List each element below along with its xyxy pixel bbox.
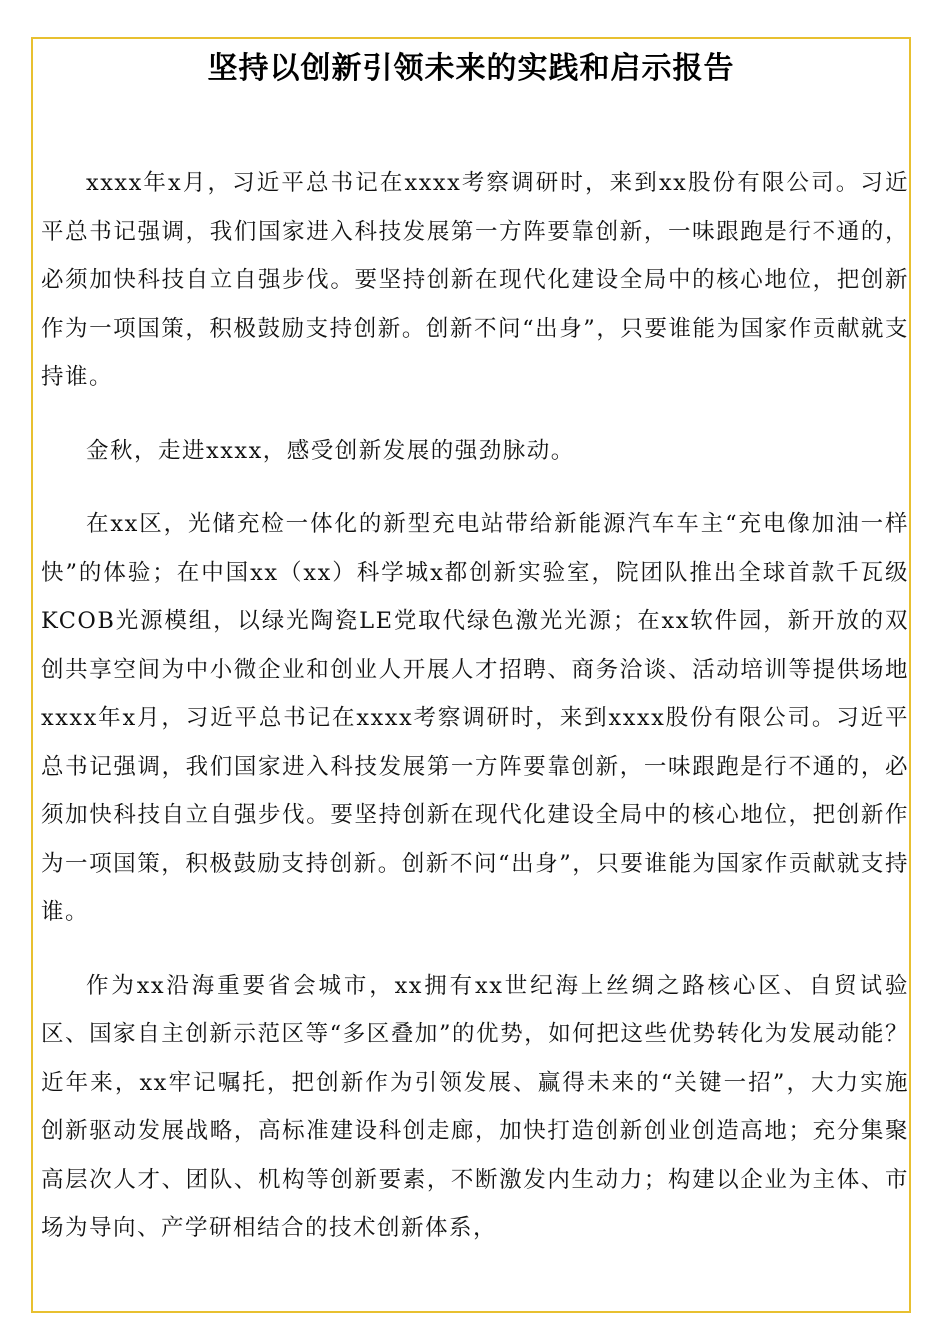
document-body [41,159,909,1278]
paragraph-2: 金秋，走进xxxx，感受创新发展的强劲脉动。 [86,437,575,464]
paragraph-3: 在xx区，光储充检一体化的新型充电站带给新能源汽车车主“充电像加油一样快”的体验；在中国xx（xx）科学城x都创新实验室，院团队推出全球首款千瓦级KCOB光源模组，以绿光陶瓷LE党取代绿色激光光源；在xx软件园，新开放的双创共享空间为中小微企业和创业人开展人才招聘、商务洽谈、活动培训等提供场地xxxx年x月，习近平总书记在xxxx考察调研时，来到xxxx股份有限公司。习近平总书记强调，我们国家进入科技发展第一方阵要靠创新，一味跟跑是行不通的，必须加快科技自立自强步伐。要坚持创新在现代化建设全局中的核心地位，把创新作为一项国策，积极鼓励支持创新。创新不问“出身”，只要谁能为国家作贡献就支持谁。 [41,511,909,925]
paragraph-1: xxxx年x月，习近平总书记在xxxx考察调研时，来到xx股份有限公司。习近平总书记强调，我们国家进入科技发展第一方阵要靠创新，一味跟跑是行不通的，必须加快科技自立自强步伐。要坚持创新在现代化建设全局中的核心地位，把创新作为一项国策，积极鼓励支持创新。创新不问“出身”，只要谁能为国家作贡献就支持谁。 [41,170,909,390]
document-title: 坚持以创新引领未来的实践和启示报告 [207,51,735,86]
page-frame [31,37,911,1313]
paragraph-4: 作为xx沿海重要省会城市，xx拥有xx世纪海上丝绸之路核心区、自贸试验区、国家自主创新示范区等“多区叠加”的优势，如何把这些优势转化为发展动能？近年来，xx牢记嘱托，把创新作为引领发展、赢得未来的“关键一招”，大力实施创新驱动发展战略，高标准建设科创走廊，加快打造创新创业创造高地；充分集聚高层次人才、团队、机构等创新要素，不断激发内生动力；构建以企业为主体、市场为导向、产学研相结合的技术创新体系， [41,972,909,1241]
